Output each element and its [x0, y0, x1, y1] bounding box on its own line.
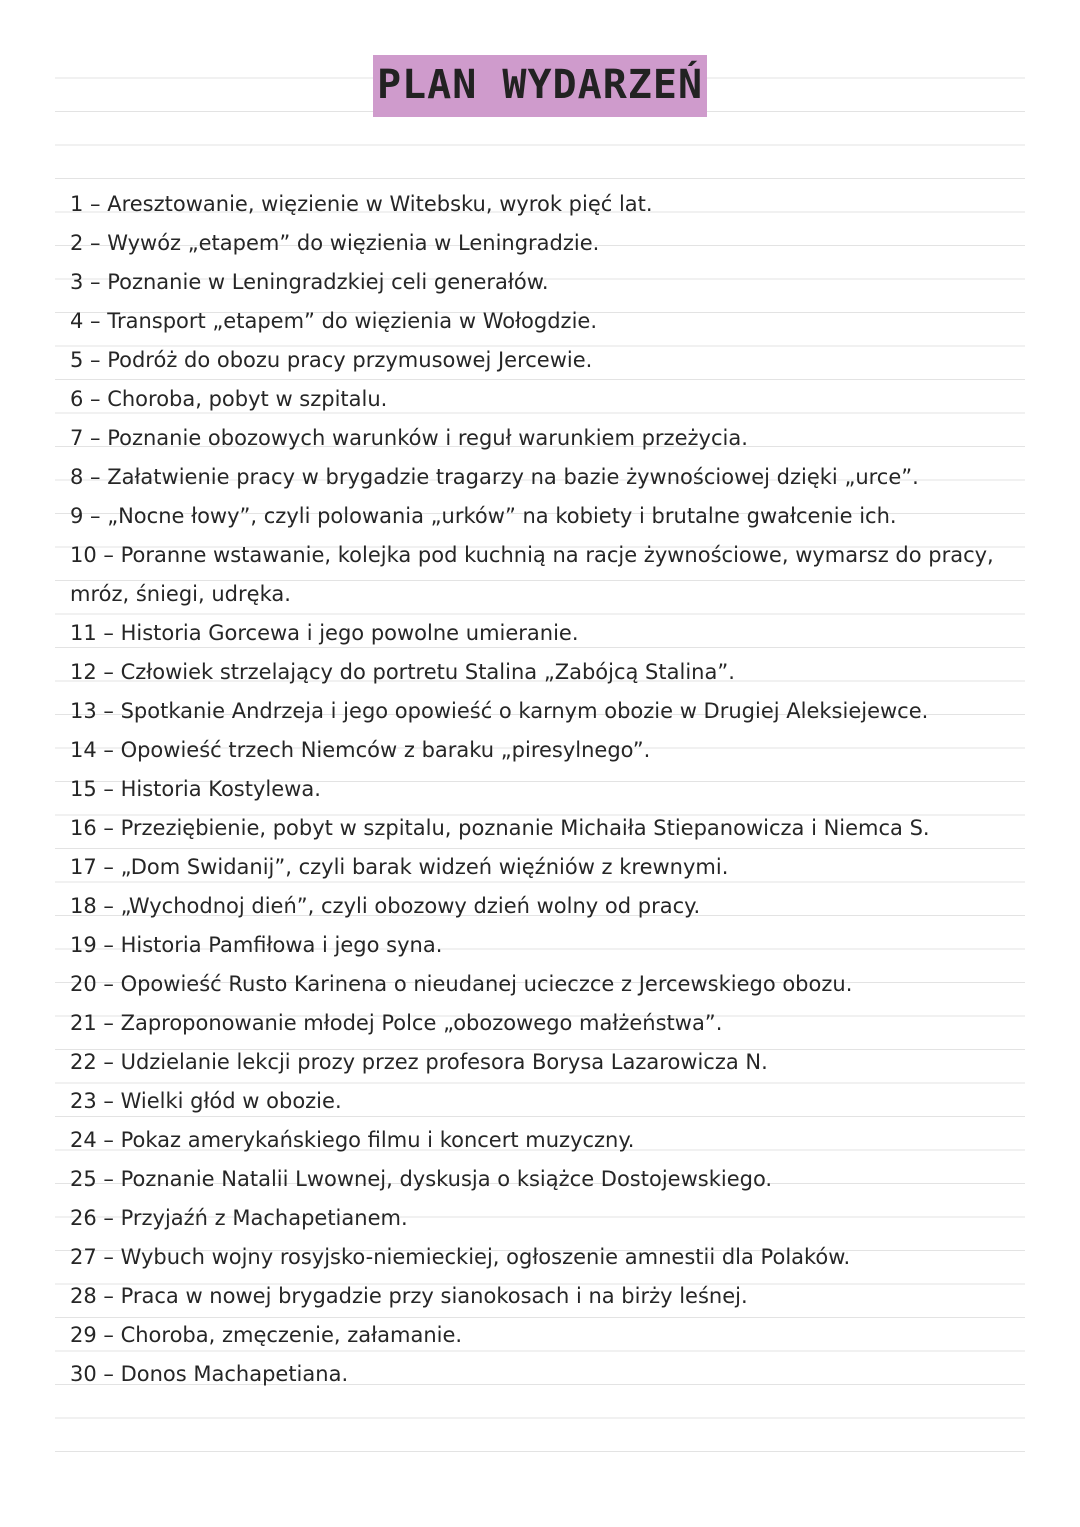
event-text: 1 – Aresztowanie, więzienie w Witebsku, wyrok pięć lat. — [70, 192, 653, 216]
event-item — [70, 419, 1030, 458]
event-text: 12 – Człowiek strzelający do portretu Stalina „Zabójcą Stalina”. — [70, 660, 735, 684]
event-text: 28 – Praca w nowej brygadzie przy sianokosach i na birży leśnej. — [70, 1284, 748, 1308]
event-text: 7 – Poznanie obozowych warunków i reguł warunkiem przeżycia. — [70, 426, 748, 450]
event-item — [70, 1316, 1030, 1355]
event-text: 29 – Choroba, zmęczenie, załamanie. — [70, 1323, 463, 1347]
event-text: 4 – Transport „etapem” do więzienia w Wołogdzie. — [70, 309, 597, 333]
event-item — [70, 1277, 1030, 1316]
event-text: 16 – Przeziębienie, pobyt w szpitalu, poznanie Michaiła Stiepanowicza i Niemca S. — [70, 816, 930, 840]
event-item — [70, 887, 1030, 926]
event-text: 23 – Wielki głód w obozie. — [70, 1089, 342, 1113]
event-item — [70, 1355, 1030, 1394]
event-item — [70, 1043, 1030, 1082]
page-title: PLAN WYDARZEŃ — [376, 62, 704, 108]
event-text: 14 – Opowieść trzech Niemców z baraku „piresylnego”. — [70, 738, 651, 762]
event-item — [70, 653, 1030, 692]
event-item — [70, 536, 1030, 614]
event-text: 11 – Historia Gorcewa i jego powolne umieranie. — [70, 621, 579, 645]
event-text: 3 – Poznanie w Leningradzkiej celi generałów. — [70, 270, 549, 294]
event-text: 6 – Choroba, pobyt w szpitalu. — [70, 387, 388, 411]
event-text: 17 – „Dom Swidanij”, czyli barak widzeń więźniów z krewnymi. — [70, 855, 729, 879]
event-item — [70, 731, 1030, 770]
event-item — [70, 458, 1030, 497]
event-item — [70, 848, 1030, 887]
event-item — [70, 1238, 1030, 1277]
event-text: 26 – Przyjaźń z Machapetianem. — [70, 1206, 408, 1230]
event-item — [70, 692, 1030, 731]
event-item — [70, 1082, 1030, 1121]
event-item — [70, 185, 1030, 224]
event-item — [70, 809, 1030, 848]
event-text: 15 – Historia Kostylewa. — [70, 777, 321, 801]
event-text: 18 – „Wychodnoj dień”, czyli obozowy dzień wolny od pracy. — [70, 894, 701, 918]
event-text: 25 – Poznanie Natalii Lwownej, dyskusja o książce Dostojewskiego. — [70, 1167, 773, 1191]
event-item — [70, 926, 1030, 965]
event-text: 5 – Podróż do obozu pracy przymusowej Jercewie. — [70, 348, 593, 372]
event-text: 24 – Pokaz amerykańskiego filmu i koncert muzyczny. — [70, 1128, 635, 1152]
event-item — [70, 965, 1030, 1004]
event-text: 30 – Donos Machapetiana. — [70, 1362, 349, 1386]
event-text: 21 – Zaproponowanie młodej Polce „obozowego małżeństwa”. — [70, 1011, 723, 1035]
event-item — [70, 302, 1030, 341]
event-text: 13 – Spotkanie Andrzeja i jego opowieść o karnym obozie w Drugiej Aleksiejewce. — [70, 699, 929, 723]
event-text: 8 – Załatwienie pracy w brygadzie tragarzy na bazie żywnościowej dzięki „urce”. — [70, 465, 919, 489]
event-item — [70, 380, 1030, 419]
event-text: 27 – Wybuch wojny rosyjsko-niemieckiej, ogłoszenie amnestii dla Polaków. — [70, 1245, 851, 1269]
event-item — [70, 224, 1030, 263]
title-highlight — [373, 55, 707, 117]
event-item — [70, 341, 1030, 380]
event-item — [70, 770, 1030, 809]
title-block — [0, 55, 1080, 117]
event-text: 9 – „Nocne łowy”, czyli polowania „urków” na kobiety i brutalne gwałcenie ich. — [70, 504, 897, 528]
event-item — [70, 497, 1030, 536]
event-list — [70, 185, 1030, 1394]
event-text: 20 – Opowieść Rusto Karinena o nieudanej ucieczce z Jercewskiego obozu. — [70, 972, 853, 996]
event-item — [70, 263, 1030, 302]
event-text: 2 – Wywóz „etapem” do więzienia w Leningradzie. — [70, 231, 600, 255]
event-text: 10 – Poranne wstawanie, kolejka pod kuchnią na racje żywnościowe, wymarsz do pracy, mróz, śniegi, udręka. — [70, 543, 994, 606]
event-item — [70, 1199, 1030, 1238]
event-item — [70, 614, 1030, 653]
event-text: 19 – Historia Pamfiłowa i jego syna. — [70, 933, 443, 957]
event-item — [70, 1160, 1030, 1199]
event-item — [70, 1121, 1030, 1160]
event-text: 22 – Udzielanie lekcji prozy przez profesora Borysa Lazarowicza N. — [70, 1050, 768, 1074]
event-item — [70, 1004, 1030, 1043]
